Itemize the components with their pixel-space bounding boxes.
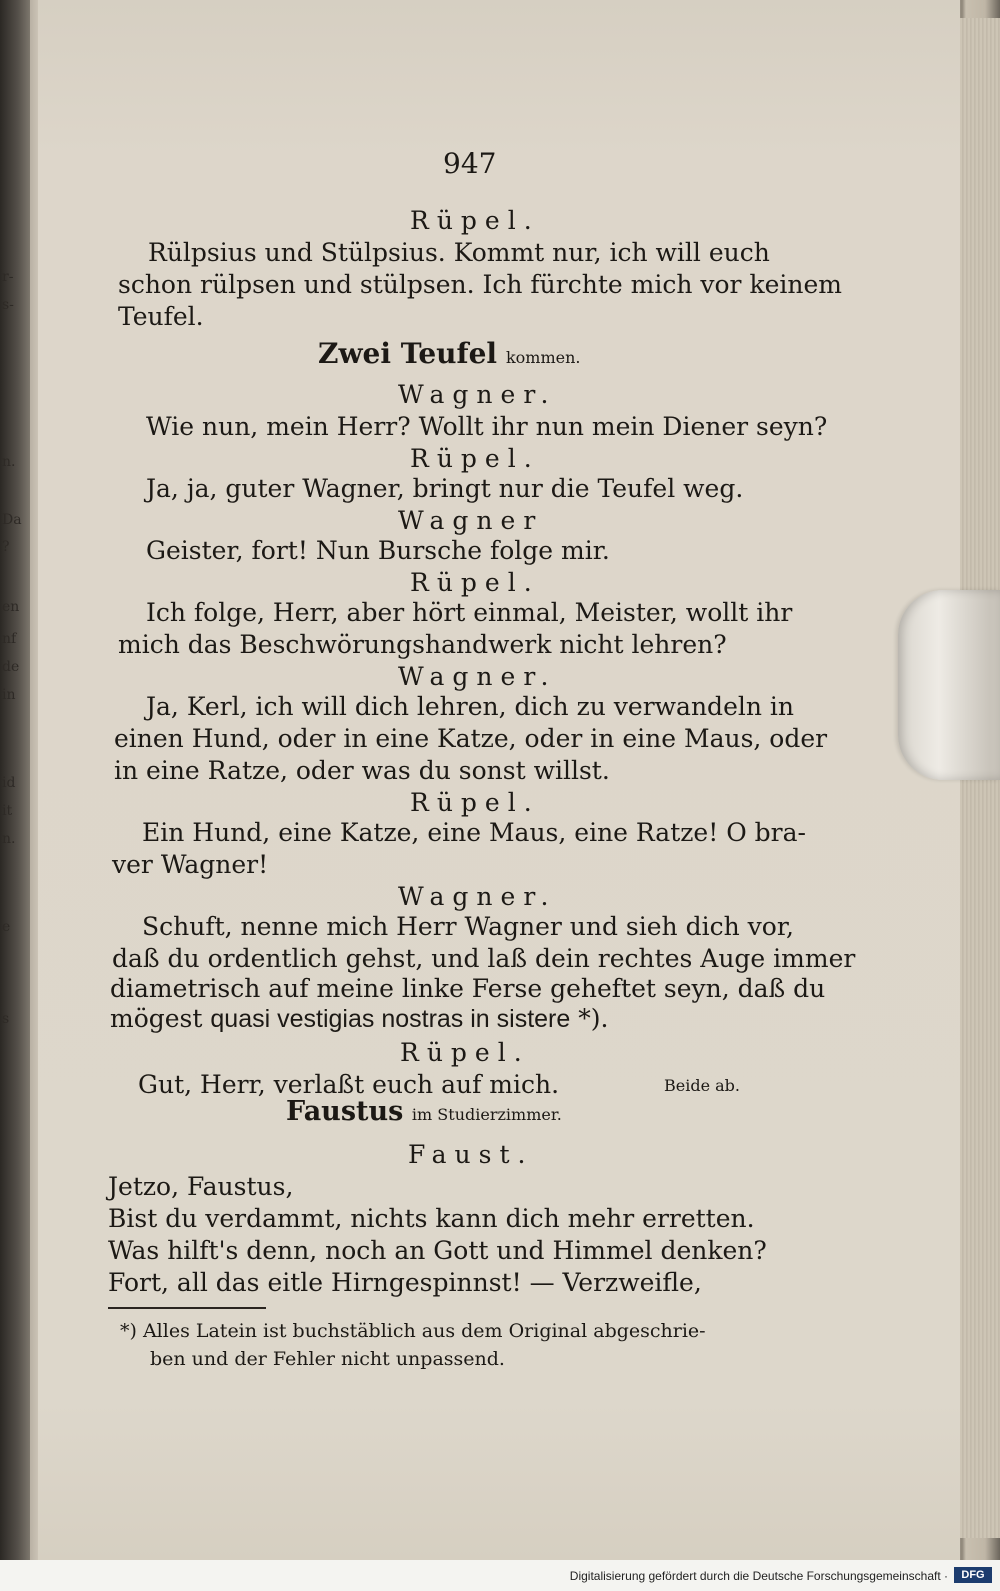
stage-direction-bold: Faustus bbox=[286, 1096, 404, 1127]
left-page-fragment: in bbox=[2, 687, 16, 703]
left-page-fragment: Da bbox=[2, 512, 22, 528]
text-line: Wie nun, mein Herr? Wollt ihr nun mein Diener seyn? bbox=[146, 412, 828, 441]
text-line: ver Wagner! bbox=[112, 850, 269, 879]
text-line: Rülpsius und Stülpsius. Kommt nur, ich will euch bbox=[148, 238, 770, 267]
page-number: 947 bbox=[443, 147, 497, 180]
verse-line: Jetzo, Faustus, bbox=[108, 1172, 294, 1201]
text-line: Teufel. bbox=[118, 302, 204, 331]
text-line: schon rülpsen und stülpsen. Ich fürchte mich vor keinem bbox=[118, 270, 842, 299]
footnote-line: *) Alles Latein ist buchstäblich aus dem Original abgeschrie- bbox=[120, 1320, 706, 1342]
stage-direction-bold: Zwei Teufel bbox=[318, 337, 498, 370]
stage-direction: Beide ab. bbox=[664, 1076, 741, 1095]
text-line: einen Hund, oder in eine Katze, oder in eine Maus, oder bbox=[114, 724, 828, 753]
text-line: Geister, fort! Nun Bursche folge mir. bbox=[146, 536, 610, 565]
text-line: Ein Hund, eine Katze, eine Maus, eine Ratze! O bra- bbox=[142, 818, 806, 847]
text-line: mich das Beschwörungshandwerk nicht lehren? bbox=[118, 630, 727, 659]
footer-bar bbox=[0, 1560, 1000, 1591]
left-page-fragment: nf bbox=[2, 631, 17, 647]
speaker-rupel: Rüpel. bbox=[400, 1038, 530, 1067]
left-page-fragment: r- bbox=[2, 269, 14, 285]
speaker-wagner: Wagner. bbox=[398, 882, 557, 911]
text-line: daß du ordentlich gehst, und laß dein rechtes Auge immer bbox=[112, 944, 856, 973]
text-line: Ja, ja, guter Wagner, bringt nur die Teufel weg. bbox=[146, 474, 744, 503]
page-clip bbox=[898, 590, 1000, 780]
text-line: in eine Ratze, oder was du sonst willst. bbox=[114, 756, 610, 785]
speaker-rupel: Rüpel. bbox=[410, 788, 540, 817]
verse-line: Bist du verdammt, nichts kann dich mehr erretten. bbox=[108, 1204, 755, 1233]
dfg-logo-icon: DFG bbox=[954, 1567, 992, 1583]
left-page-fragment: s- bbox=[2, 297, 14, 313]
text-line: Ja, Kerl, ich will dich lehren, dich zu verwandeln in bbox=[146, 692, 794, 721]
footer-credit: Digitalisierung gefördert durch die Deutsche Forschungsgemeinschaft · bbox=[569, 1569, 948, 1583]
text-fragment: *). bbox=[578, 1004, 609, 1033]
left-page-fragment: ? bbox=[2, 539, 10, 555]
text-line: diametrisch auf meine linke Ferse geheftet seyn, daß du bbox=[110, 974, 826, 1003]
verse-line: Was hilft's denn, noch an Gott und Himmel denken? bbox=[108, 1236, 767, 1265]
speaker-wagner: Wagner. bbox=[398, 662, 557, 691]
text-line: Schuft, nenne mich Herr Wagner und sieh dich vor, bbox=[142, 912, 794, 941]
speaker-wagner: Wagner. bbox=[398, 380, 557, 409]
stage-direction-rest: kommen. bbox=[505, 348, 581, 367]
speaker-rupel: Rüpel. bbox=[410, 568, 540, 597]
text-line: Gut, Herr, verlaßt euch auf mich. bbox=[138, 1070, 560, 1099]
latin-text: quasi vestigias nostras in sistere bbox=[210, 1005, 571, 1033]
left-page-fragment: it bbox=[2, 803, 13, 819]
left-page-fragment: de bbox=[2, 659, 20, 675]
footnote-rule bbox=[108, 1307, 266, 1309]
stage-direction bbox=[286, 1098, 562, 1125]
left-page-fragment: en bbox=[2, 599, 20, 615]
text-line bbox=[110, 1006, 608, 1032]
speaker-wagner: Wagner bbox=[398, 506, 544, 535]
footnote-line: ben und der Fehler nicht unpassend. bbox=[150, 1348, 505, 1370]
stage-direction-rest: im Studierzimmer. bbox=[411, 1105, 562, 1124]
stage-direction bbox=[318, 337, 581, 370]
text-fragment: mögest bbox=[110, 1004, 203, 1033]
speaker-rupel: Rüpel. bbox=[410, 206, 540, 235]
speaker-rupel: Rüpel. bbox=[410, 444, 540, 473]
left-page-fragment: e bbox=[2, 919, 11, 935]
speaker-faust: Faust. bbox=[408, 1140, 534, 1169]
verse-line: Fort, all das eitle Hirngespinnst! — Verzweifle, bbox=[108, 1268, 702, 1297]
left-page-fragment: n. bbox=[2, 454, 16, 470]
left-page-fragment: n. bbox=[2, 831, 16, 847]
left-page-fragment: id bbox=[2, 775, 16, 791]
left-page-edge bbox=[0, 0, 30, 1560]
text-line: Ich folge, Herr, aber hört einmal, Meister, wollt ihr bbox=[146, 598, 793, 627]
left-page-fragment: s bbox=[2, 1011, 10, 1027]
